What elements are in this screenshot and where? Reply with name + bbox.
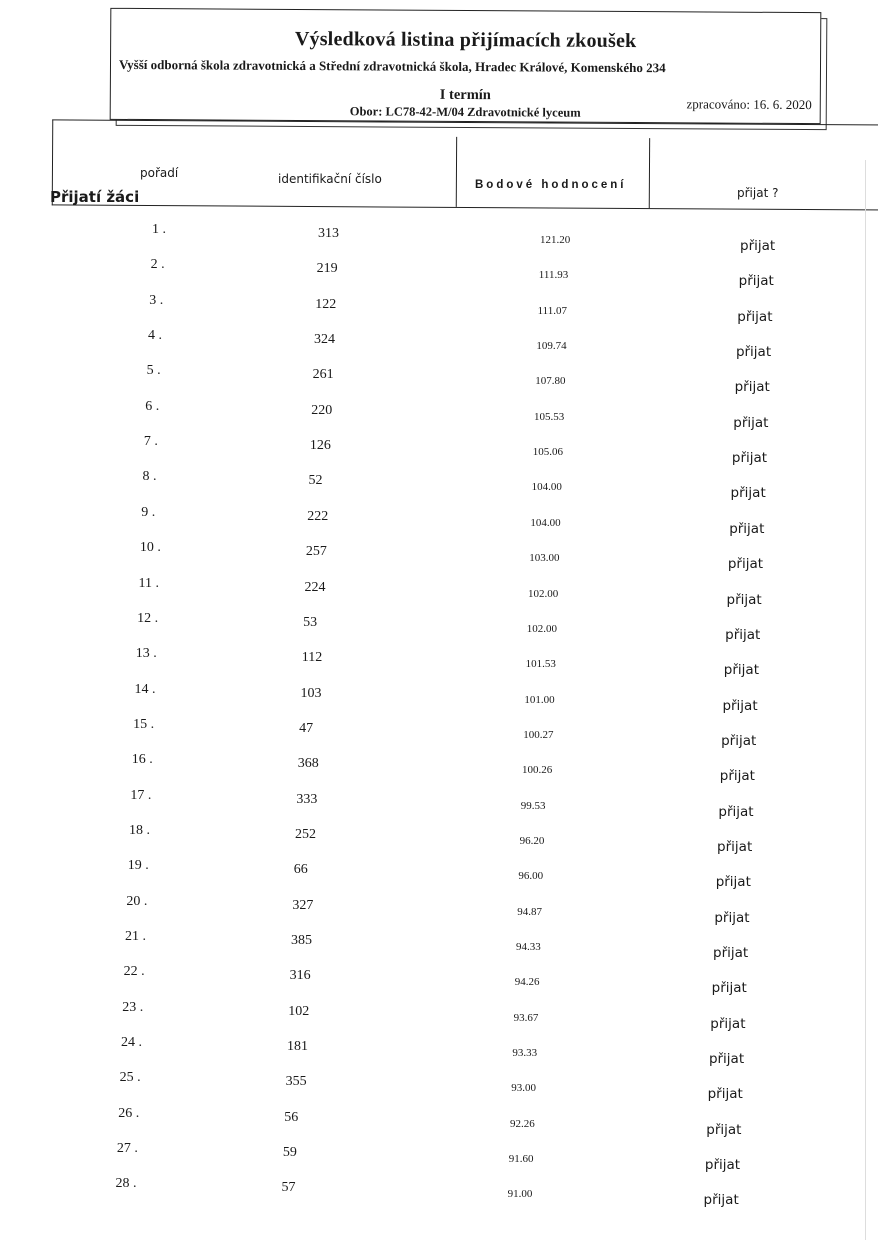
rank-cell: 21 . [125,929,146,944]
status-cell: přijat [714,909,750,926]
id-cell: 355 [285,1074,307,1090]
status-cell: přijat [734,379,770,396]
table-row [0,224,878,254]
score-cell: 107.80 [535,375,566,388]
score-cell: 105.06 [532,446,564,459]
rank-cell: 7 . [143,434,158,450]
table-row [0,575,878,608]
table-row [0,931,878,961]
score-cell: 99.53 [520,799,546,812]
column-header-score: Bodové hodnocení [475,179,627,191]
rank-cell: 18 . [129,822,151,838]
scan-edge-line [865,160,866,1240]
table-row [0,681,878,714]
status-cell: přijat [707,1086,743,1103]
status-cell: přijat [730,485,766,502]
status-cell: přijat [710,1015,746,1032]
table-row [0,893,878,926]
status-cell: přijat [708,1051,745,1068]
rank-cell: 4 . [147,328,162,344]
column-header-id: identifikační číslo [278,172,382,186]
score-cell: 102.00 [526,622,558,635]
table-row [0,259,878,289]
rank-cell: 27 . [116,1141,138,1157]
id-cell: 368 [297,756,319,772]
score-cell: 91.60 [508,1153,534,1166]
table-row [0,1105,878,1138]
status-cell: přijat [738,273,774,290]
document-title: Výsledková listina přijímacích zkoušek [294,27,637,53]
table-row [0,471,878,501]
table-row [0,999,878,1032]
section-label-accepted: Přijatí žáci [50,188,140,206]
rank-cell: 17 . [130,787,152,803]
table-row [0,716,878,749]
score-cell: 92.26 [510,1117,535,1130]
table-row [0,365,878,395]
id-cell: 59 [282,1145,297,1161]
table-row [0,1178,878,1208]
table-row [0,648,878,678]
table-row [0,330,878,360]
id-cell: 47 [299,720,314,736]
status-cell: přijat [729,520,765,537]
table-row [0,966,878,996]
status-cell: přijat [721,732,757,749]
field-of-study: Obor: LC78-42-M/04 Zdravotnické lyceum [349,104,581,120]
rank-cell: 24 . [120,1035,142,1051]
score-cell: 109.74 [536,340,567,353]
rank-cell: 10 . [139,540,161,556]
rank-cell: 3 . [149,292,164,308]
score-cell: 105.53 [534,410,565,423]
id-cell: 57 [281,1180,296,1196]
column-divider [649,138,650,208]
status-cell: přijat [704,1157,741,1174]
column-header-status: přijat ? [737,186,779,200]
status-cell: přijat [725,626,761,643]
rank-cell: 22 . [123,964,145,980]
table-row [0,436,878,466]
id-cell: 102 [288,1003,310,1019]
header-box [110,8,822,124]
score-cell: 101.53 [525,658,556,671]
rank-cell: 13 . [135,646,157,662]
table-row [0,822,878,855]
id-cell: 181 [286,1039,308,1055]
rank-cell: 1 . [152,222,166,237]
id-cell: 220 [311,402,333,418]
rank-cell: 8 . [142,469,157,485]
rank-cell: 11 . [138,575,159,591]
score-cell: 94.33 [516,941,541,953]
status-cell: přijat [737,308,773,325]
score-cell: 93.67 [513,1011,539,1024]
rank-cell: 12 . [137,610,159,626]
table-row [0,1037,878,1067]
id-cell: 222 [307,508,329,524]
score-cell: 111.07 [537,304,568,317]
rank-cell: 14 . [134,681,156,697]
rank-cell: 6 . [145,398,160,414]
score-cell: 93.33 [512,1047,538,1060]
status-cell: přijat [713,945,749,961]
score-cell: 102.00 [528,587,559,600]
table-row [0,787,878,820]
rank-cell: 28 . [115,1176,137,1192]
id-cell: 333 [296,791,318,807]
rank-cell: 5 . [146,363,161,379]
school-name: Vyšší odborná škola zdravotnická a Střední zdravotnická škola, Hradec Králové, Komenského 234 [118,56,666,76]
id-cell: 122 [315,296,337,312]
id-cell: 261 [312,367,334,383]
id-cell: 324 [313,332,335,348]
status-cell: přijat [740,238,776,254]
status-cell: přijat [715,874,751,891]
id-cell: 103 [300,685,322,701]
table-row [0,1143,878,1173]
id-cell: 219 [316,261,338,277]
table-row [0,398,878,431]
status-cell: přijat [727,556,764,573]
processed-date: zpracováno: 16. 6. 2020 [686,96,812,113]
score-cell: 101.00 [524,693,555,706]
status-cell: přijat [711,980,747,997]
id-cell: 327 [292,897,314,913]
status-cell: přijat [723,662,759,679]
id-cell: 56 [284,1109,299,1125]
rank-cell: 25 . [119,1070,141,1086]
table-row [0,860,878,890]
status-cell: přijat [717,838,753,855]
id-cell: 252 [295,826,317,842]
score-cell: 94.87 [517,905,542,918]
id-cell: 126 [309,438,331,454]
id-cell: 66 [293,862,308,878]
score-cell: 100.27 [523,728,554,741]
rank-cell: 26 . [118,1105,140,1121]
id-cell: 112 [301,650,323,666]
status-cell: přijat [718,803,754,820]
score-cell: 104.00 [531,481,562,494]
table-row [0,292,878,325]
id-cell: 53 [303,614,318,630]
rank-cell: 15 . [133,716,155,732]
score-cell: 93.00 [511,1082,536,1095]
status-cell: přijat [731,450,768,467]
id-cell: 257 [305,544,327,560]
id-cell: 313 [318,226,339,241]
score-cell: 111.93 [538,269,569,282]
score-cell: 103.00 [529,552,560,565]
status-cell: přijat [726,591,762,608]
rank-cell: 9 . [141,504,156,520]
table-row [0,610,878,643]
table-row [0,1072,878,1102]
rank-cell: 16 . [131,752,153,768]
score-cell: 96.00 [518,870,544,883]
table-row [0,542,878,572]
column-divider [456,137,457,207]
table-row [0,754,878,784]
score-cell: 100.26 [522,764,553,777]
status-cell: přijat [703,1192,739,1209]
rank-cell: 2 . [150,257,165,273]
id-cell: 52 [308,473,323,489]
status-cell: přijat [733,414,769,431]
id-cell: 385 [291,933,312,948]
score-cell: 104.00 [530,516,561,529]
rank-cell: 23 . [122,999,144,1015]
score-cell: 94.26 [514,976,540,989]
column-header-rank: pořadí [140,166,179,180]
status-cell: přijat [735,344,772,361]
id-cell: 316 [289,968,311,984]
status-cell: přijat [722,697,758,714]
id-cell: 224 [304,579,326,595]
score-cell: 91.00 [507,1188,533,1201]
exam-term: I termín [439,86,491,104]
rank-cell: 20 . [126,893,148,909]
status-cell: přijat [719,768,755,785]
rank-cell: 19 . [127,858,149,874]
score-cell: 121.20 [540,234,571,246]
score-cell: 96.20 [519,834,545,847]
status-cell: přijat [706,1121,742,1138]
table-row [0,504,878,537]
